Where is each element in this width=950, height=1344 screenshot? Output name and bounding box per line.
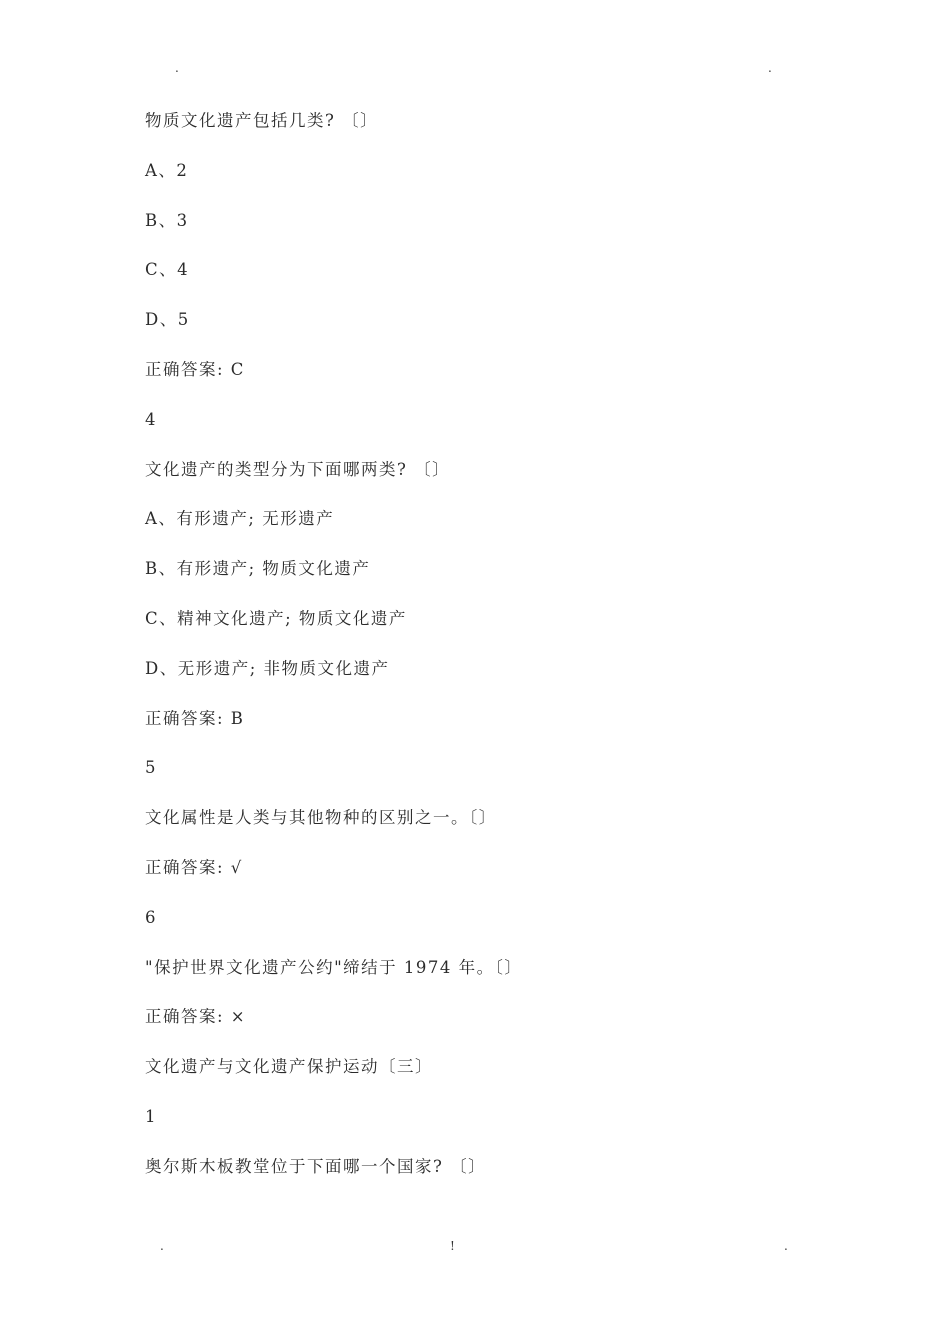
footer-left-mark: . [160,1239,164,1253]
header-left-mark: . [175,61,179,75]
question-4-option-c: C、精神文化遗产; 物质文化遗产 [145,608,407,628]
question-1-number: 1 [145,1106,157,1126]
question-5-number: 5 [145,758,157,778]
question-4-option-d: D、无形遗产; 非物质文化遗产 [145,658,390,678]
section-heading: 文化遗产与文化遗产保护运动〔三〕 [145,1057,433,1077]
question-5-answer: 正确答案: √ [145,857,243,877]
question-3-text: 物质文化遗产包括几类? 〔〕 [145,111,379,130]
footer-center-mark: ! [450,1239,455,1253]
question-3-option-a: A、2 [145,160,189,180]
question-6-answer: 正确答案: × [145,1007,247,1027]
question-3-answer: 正确答案: C [145,359,245,379]
header-right-mark: . [768,61,772,75]
question-6-text: "保护世界文化遗产公约"缔结于 1974 年。〔〕 [145,957,523,977]
question-4-text: 文化遗产的类型分为下面哪两类? 〔〕 [145,459,451,479]
question-4-option-b: B、有形遗产; 物质文化遗产 [145,559,371,579]
question-4-number: 4 [145,409,157,429]
question-5-text: 文化属性是人类与其他物种的区别之一。〔〕 [145,808,497,828]
question-3-option-b: B、3 [145,210,189,230]
document-body [145,108,845,1204]
footer-right-mark: . [784,1239,788,1253]
question-6-number: 6 [145,907,157,927]
question-1-text: 奥尔斯木板教堂位于下面哪一个国家? 〔〕 [145,1156,487,1176]
question-4-answer: 正确答案: B [145,708,245,728]
question-3-option-d: D、5 [145,310,190,330]
question-3-option-c: C、4 [145,260,190,280]
question-4-option-a: A、有形遗产; 无形遗产 [145,509,335,529]
